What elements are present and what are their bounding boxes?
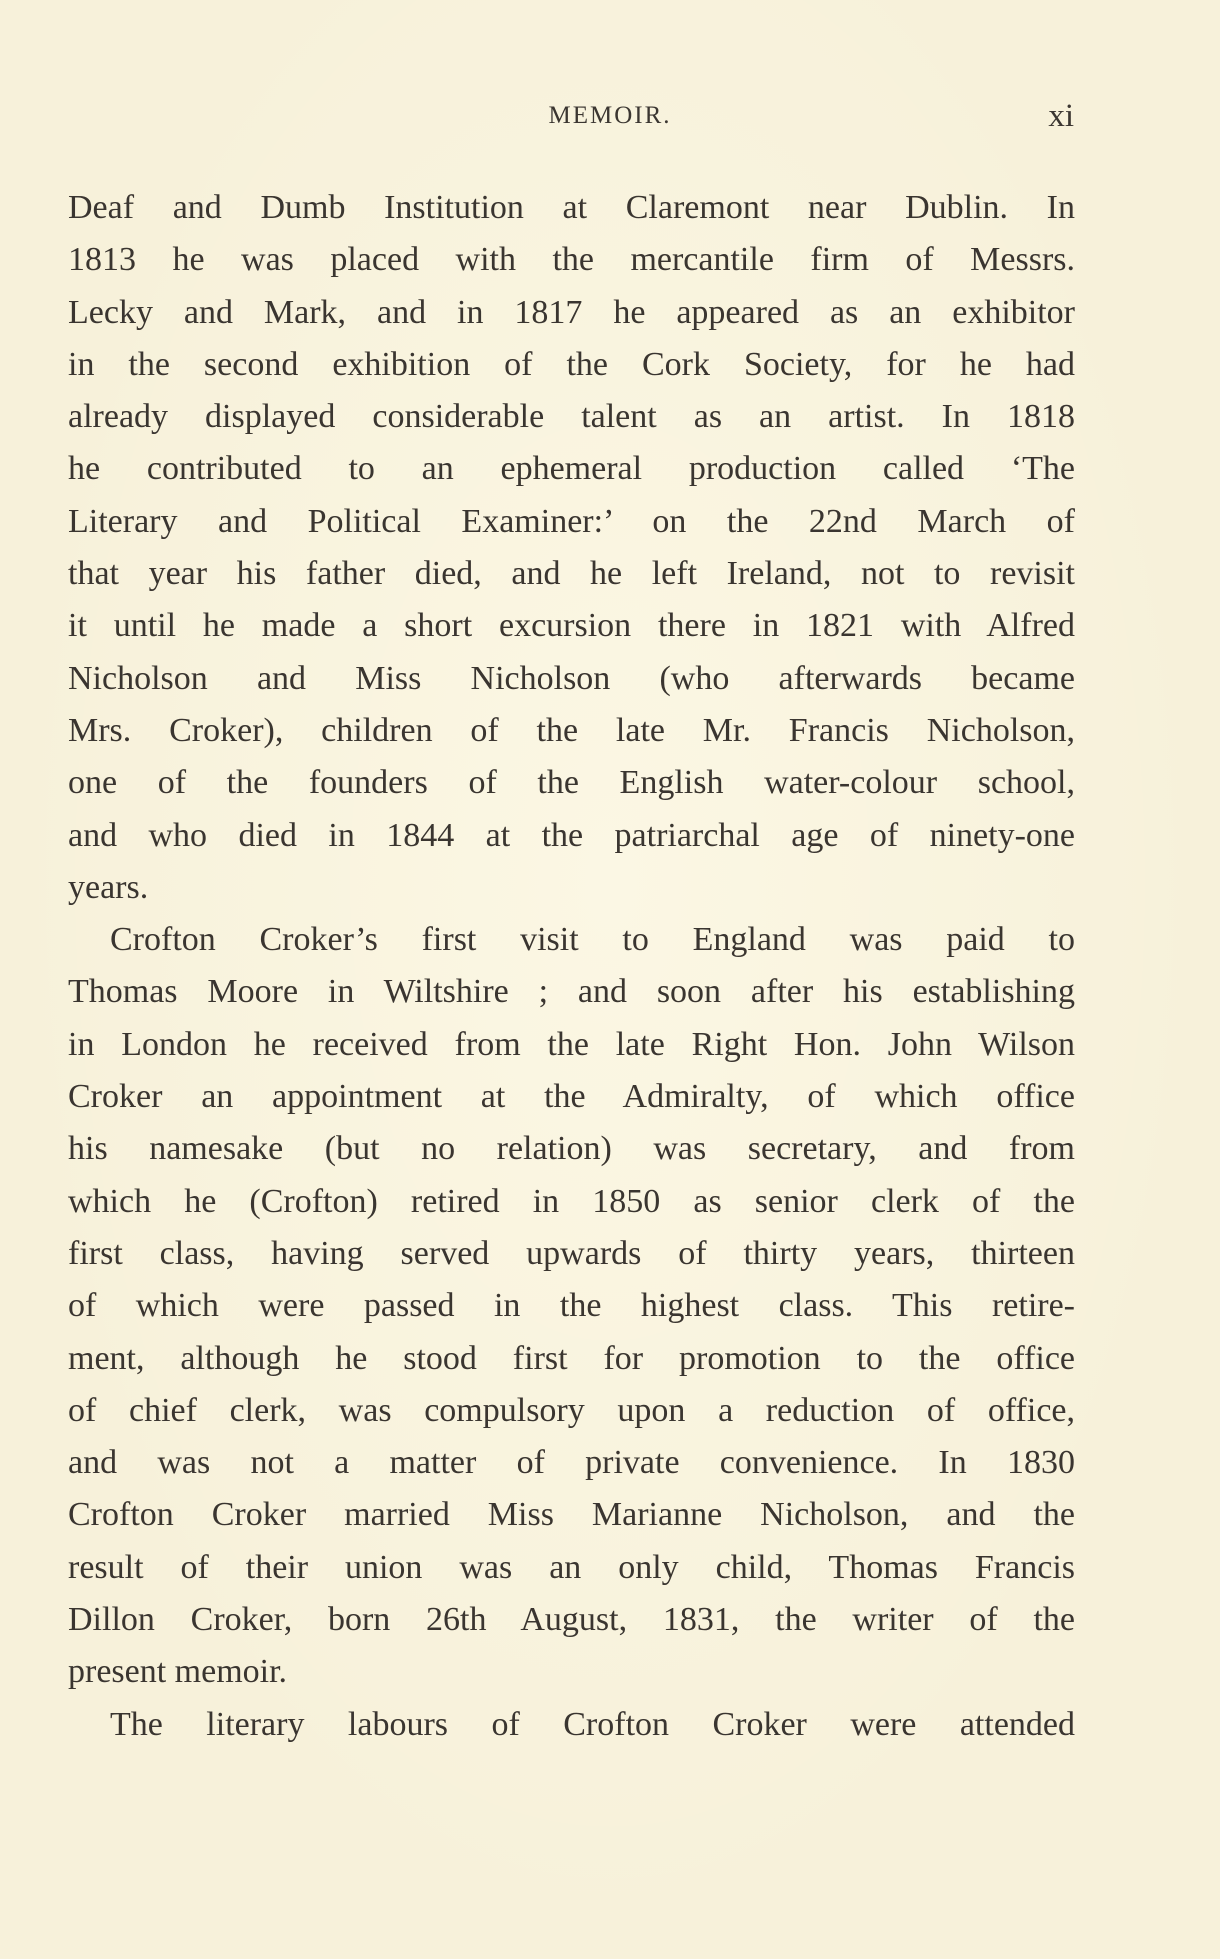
text-line: already displayed considerable talent as an artist. In 1818 (68, 398, 1075, 436)
text-line: which he (Crofton) retired in 1850 as senior clerk of the (68, 1182, 1075, 1220)
page-number: xi (1048, 98, 1074, 134)
text-line: ment, although he stood first for promotion to the office (68, 1339, 1075, 1377)
text-line: of which were passed in the highest class. This retire- (68, 1287, 1075, 1325)
text-line: in London he received from the late Right Hon. John Wilson (68, 1025, 1075, 1063)
text-line: Crofton Croker’s first visit to England was paid to (110, 921, 1075, 959)
text-line: present memoir. (68, 1653, 288, 1691)
text-line: Deaf and Dumb Institution at Claremont near Dublin. In (68, 189, 1075, 226)
text-line: first class, having served upwards of thirty years, thirteen (68, 1234, 1075, 1272)
text-line: Croker an appointment at the Admiralty, of which office (68, 1078, 1075, 1116)
text-line: of chief clerk, was compulsory upon a reduction of office, (68, 1391, 1075, 1429)
text-line: in the second exhibition of the Cork Society, for he had (68, 345, 1075, 383)
text-line: The literary labours of Crofton Croker were attended (110, 1705, 1075, 1743)
text-line: that year his father died, and he left Ireland, not to revisit (68, 555, 1075, 593)
running-title: MEMOIR. (548, 102, 672, 129)
text-line: his namesake (but no relation) was secretary, and from (68, 1130, 1075, 1168)
text-line: Thomas Moore in Wiltshire ; and soon after his establishing (68, 973, 1075, 1011)
body-text (68, 182, 1075, 1751)
text-line: one of the founders of the English water-colour school, (68, 764, 1075, 802)
text-line: and was not a matter of private convenience. In 1830 (68, 1444, 1075, 1482)
text-line: he contributed to an ephemeral production called ‘The (68, 450, 1075, 488)
text-line: result of their union was an only child, Thomas Francis (68, 1548, 1075, 1586)
text-line: Literary and Political Examiner:’ on the 22nd March of (68, 502, 1075, 540)
text-line: it until he made a short excursion there in 1821 with Alfred (68, 607, 1075, 645)
text-line: years. (68, 868, 149, 906)
text-line: Mrs. Croker), children of the late Mr. Francis Nicholson, (68, 711, 1075, 749)
text-line: and who died in 1844 at the patriarchal age of ninety-one (68, 816, 1075, 854)
text-line: Lecky and Mark, and in 1817 he appeared as an exhibitor (68, 293, 1075, 331)
text-line: 1813 he was placed with the mercantile firm of Messrs. (68, 241, 1075, 279)
text-line: Crofton Croker married Miss Marianne Nicholson, and the (68, 1496, 1075, 1534)
running-header (0, 98, 1220, 138)
text-line: Dillon Croker, born 26th August, 1831, the writer of the (68, 1601, 1075, 1639)
text-line: Nicholson and Miss Nicholson (who afterwards became (68, 659, 1075, 697)
